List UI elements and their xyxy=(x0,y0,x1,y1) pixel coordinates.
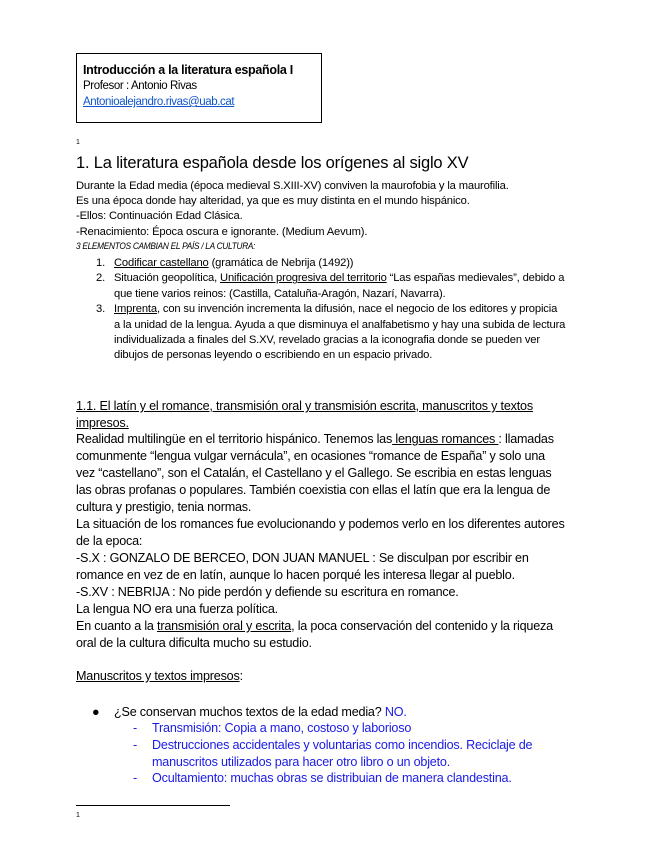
footnote-marker: 1 xyxy=(76,139,80,146)
course-title: Introducción a la literatura española I xyxy=(83,63,293,77)
manuscripts-heading xyxy=(76,668,243,685)
text-run: , la poca conservación del contenido y la riqueza oral de la cultura dificulta mucho su estudio. xyxy=(76,619,553,650)
paragraph: -S.X : GONZALO DE BERCEO, DON JUAN MANUEL : Se disculpan por escribir en romance en vez de en latín, aunque lo hacen porqué les interesa llegar al pueblo. xyxy=(76,551,529,582)
bullet-icon: ● xyxy=(92,705,100,719)
list-item xyxy=(76,271,566,302)
intro-line: -Ellos: Continuación Edad Clásica. xyxy=(76,210,243,223)
underlined-term: Imprenta xyxy=(114,303,157,316)
item-text: Ocultamiento: muchas obras se distribuian de manera clandestina. xyxy=(152,771,512,786)
question-text: ¿Se conservan muchos textos de la edad media? xyxy=(114,705,385,719)
item-text: Situación geopolítica, xyxy=(114,272,221,285)
text-run: Realidad multilingüe en el territorio hispánico. Tenemos las xyxy=(76,432,393,446)
text-run: En cuanto a la xyxy=(76,619,158,633)
list-number: 2. xyxy=(96,272,106,285)
course-header-box xyxy=(76,53,322,123)
reasons-list xyxy=(130,720,570,787)
intro-line: Durante la Edad media (época medieval S.XIII-XV) conviven la maurofobia y la maurofilia. xyxy=(76,180,509,192)
footnote-number: 1 xyxy=(76,812,80,819)
intro-line: Es una época donde hay alteridad, ya que es muy distinta en el mundo hispánico. xyxy=(76,195,470,208)
list-item xyxy=(130,720,570,737)
item-text: “Las españas medievales”, debido a que tiene varios reinos: (Castilla, Cataluña-Aragón, Nazarí, Navarra). xyxy=(114,272,565,300)
professor-name: Profesor : Antonio Rivas xyxy=(83,80,197,92)
list-item xyxy=(76,256,566,271)
text-run: : llamadas comunmente “lengua vulgar vernácula”, en ocasiones “romance de España” y solo una vez “castellano”, son el Catalán, el Castellano y el Gallego. Se escribia en estas lenguas las obras profanas o populares. También coexistia con ellas el latín que era la lengua de cultura y prestigio, tenia normas. xyxy=(76,432,554,514)
dash-icon: - xyxy=(133,721,137,735)
item-text: , con su invención incrementa la difusión, nace el negocio de los editores y propicia a la unidad de la lengua. Ayuda a que disminuya el analfabetismo y hay una subida de lectura individualizada a finales del S.XV, revelado gracias a la iconografia donde se pueden ver dibujos de personas leyendo o escribiendo en un espacio privado. xyxy=(114,303,566,362)
underlined-term: transmisión oral y escrita xyxy=(157,619,292,633)
paragraph: La situación de los romances fue evolucionando y podemos verlo en los diferentes autores de la epoca: xyxy=(76,517,565,548)
underlined-term: lenguas romances xyxy=(392,432,499,446)
question-bullet xyxy=(92,704,407,721)
underlined-term: Codificar castellano xyxy=(114,257,209,269)
section-1-intro xyxy=(76,179,636,240)
paragraph xyxy=(76,618,566,652)
dash-icon: - xyxy=(133,771,137,786)
heading-text: Manuscritos y textos impresos xyxy=(76,669,240,683)
footnote-divider xyxy=(76,805,230,806)
item-text: (gramática de Nebrija (1492)) xyxy=(208,257,354,269)
underlined-term: Unificación progresiva del territorio xyxy=(220,272,387,285)
answer-text: NO. xyxy=(384,705,407,719)
intro-line: -Renacimiento: Época oscura e ignorante. (Medium Aevum). xyxy=(76,225,368,238)
list-number: 1. xyxy=(96,257,106,269)
elements-list xyxy=(76,256,566,364)
section-1-heading: 1. La literatura española desde los orígenes al siglo XV xyxy=(76,154,469,172)
dash-icon: - xyxy=(133,737,137,752)
section-1-1-heading: 1.1. El latín y el romance, transmisión oral y transmisión escrita, manuscritos y textos impresos. xyxy=(76,399,533,430)
section-1-1-body xyxy=(76,431,566,652)
item-text: Transmisión: Copia a mano, costoso y laborioso xyxy=(152,721,412,735)
handwritten-heading: 3 ELEMENTOS CAMBIAN EL PAÍS / LA CULTURA: xyxy=(76,241,256,251)
paragraph xyxy=(76,431,566,516)
list-item xyxy=(130,737,570,771)
list-number: 3. xyxy=(96,303,106,316)
professor-email-link[interactable]: Antonioalejandro.rivas@uab.cat xyxy=(83,96,235,108)
list-item xyxy=(130,770,570,787)
heading-colon: : xyxy=(239,669,243,683)
item-text: Destrucciones accidentales y voluntarias como incendios. Reciclaje de manuscritos utilizados para hacer otro libro o un objeto. xyxy=(152,737,533,769)
list-item xyxy=(76,302,566,364)
paragraph: La lengua NO era una fuerza política. xyxy=(76,602,278,616)
paragraph: -S.XV : NEBRIJA : No pide perdón y defiende su escritura en romance. xyxy=(76,585,459,599)
